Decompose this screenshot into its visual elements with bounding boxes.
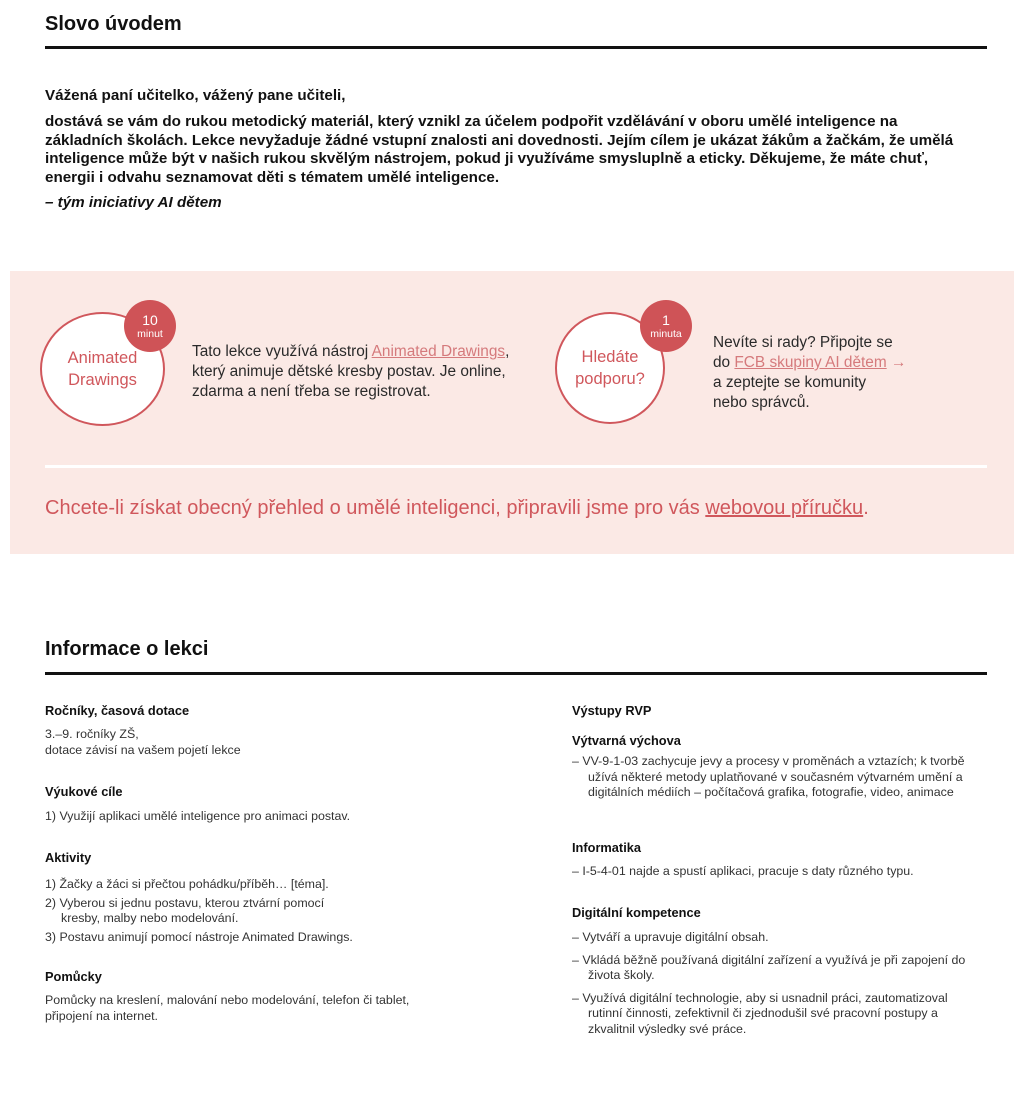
list-item: 1) Využijí aplikaci umělé inteligence pro animaci postav. [45,809,351,823]
list-item: 1) Žačky a žáci si přečtou pohádku/příběh… [téma]. [45,877,329,891]
grades-line: 3.–9. ročníky ZŠ, [45,727,139,741]
handbook-link[interactable]: webovou příručku [705,497,864,519]
band-divider [45,465,987,468]
greeting: Vážená paní učitelko, vážený pane učiteli, [45,87,346,104]
art-list [572,754,990,801]
goals-list [45,809,505,825]
supplies-text [45,993,505,1024]
help-duration-badge [640,300,692,352]
tool-text-after: , který animuje dětské kresby postav. Je online, zdarma a není třeba se registrovat. [192,343,510,400]
cta-text: Chcete-li získat obecný přehled o umělé inteligenci, připravili jsme pro vás [45,497,706,519]
heading-rule [45,672,987,675]
help-text-line: nebo správců. [713,394,810,411]
rvp-heading: Výstupy RVP [572,703,652,718]
intro-line: základních školách. Lekce nevyžaduje žádné vstupní znalosti ani dovednosti. Jejím cílem je ukázat žákům a žačkám, že umělá [45,131,954,149]
activities-heading: Aktivity [45,850,92,865]
help-description [713,333,943,413]
list-item: – I-5-4-01 najde a spustí aplikaci, pracuje s daty různého typu. [572,864,914,878]
animated-drawings-link[interactable]: Animated Drawings [371,343,506,360]
grades-line: dotace závisí na vašem pojetí lekce [45,742,241,757]
art-heading: Výtvarná výchova [572,733,681,748]
duration-unit: minut [137,327,163,340]
help-text-line [713,353,943,373]
intro-body [45,113,985,187]
digital-list [572,930,982,1037]
help-text-line: Nevíte si rady? Připojte se [713,334,893,351]
digital-heading: Digitální kompetence [572,905,701,920]
grades-text [45,727,505,758]
help-text-line: a zeptejte se komunity [713,374,867,391]
supplies-heading: Pomůcky [45,969,102,984]
list-item: – VV-9-1-03 zachycuje jevy a procesy v proměnách a vztazích; k tvorbě užívá některé metody uplatňované v současném výtvarném umění a digitálních médiích – počítačová grafika, fotografie, video, animace [572,754,965,799]
tool-text-before: Tato lekce využívá nástroj [192,343,372,360]
tool-circle-line: Animated [67,349,138,367]
duration-badge [124,300,176,352]
list-item: 3) Postavu animují pomocí nástroje Animated Drawings. [45,929,353,944]
intro-line: energii i odvahu seznamovat děti s tématem umělé inteligence. [45,168,500,186]
intro-line: dostává se vám do rukou metodický materiál, který vznikl za účelem podpořit vzdělávání v oboru umělé inteligence na [45,113,898,130]
arrow-right-icon[interactable]: → [886,354,907,371]
lesson-heading: Informace o lekci [45,638,209,660]
it-heading: Informatika [572,840,641,855]
list-item: – Využívá digitální technologie, aby si usnadnil práci, zautomatizoval rutinní činnosti, zefektivnil či zjednodušil své pracovní postupy a zkvalitnil výsledky své práce. [572,990,948,1036]
supplies-line: připojení na internet. [45,1008,158,1023]
tool-description [192,342,532,402]
duration-number: 10 [142,311,158,328]
grades-heading: Ročníky, časová dotace [45,703,190,718]
help-text-to: do [713,354,735,371]
help-circle-line: Hledáte [581,348,639,366]
list-item: – Vytváří a upravuje digitální obsah. [572,930,769,944]
list-item: 2) Vyberou si jednu postavu, kterou ztvární pomocí kresby, malby nebo modelování. [45,895,325,925]
help-circle-line: podporu? [575,370,645,388]
heading-rule [45,46,987,49]
handbook-cta [45,497,995,520]
cta-end: . [863,497,869,519]
supplies-line: Pomůcky na kreslení, malování nebo modelování, telefon či tablet, [45,993,410,1007]
intro-heading: Slovo úvodem [45,13,182,35]
intro-line: inteligence může být v našich rukou skvělým nástrojem, pokud ji využíváme smysluplně a eticky. Děkujeme, že máte chuť, [45,150,929,168]
help-duration-number: 1 [662,311,670,328]
it-list [572,864,992,880]
goals-heading: Výukové cíle [45,784,123,799]
fcb-group-link[interactable]: FCB skupiny AI dětem [734,354,887,371]
signature: – tým iniciativy AI dětem [45,194,222,211]
list-item: – Vkládá běžně používaná digitální zařízení a využívá je při zapojení do života školy. [572,952,966,982]
tool-circle-line: Drawings [68,371,137,389]
activities-list [45,877,365,945]
help-duration-unit: minuta [650,327,682,340]
